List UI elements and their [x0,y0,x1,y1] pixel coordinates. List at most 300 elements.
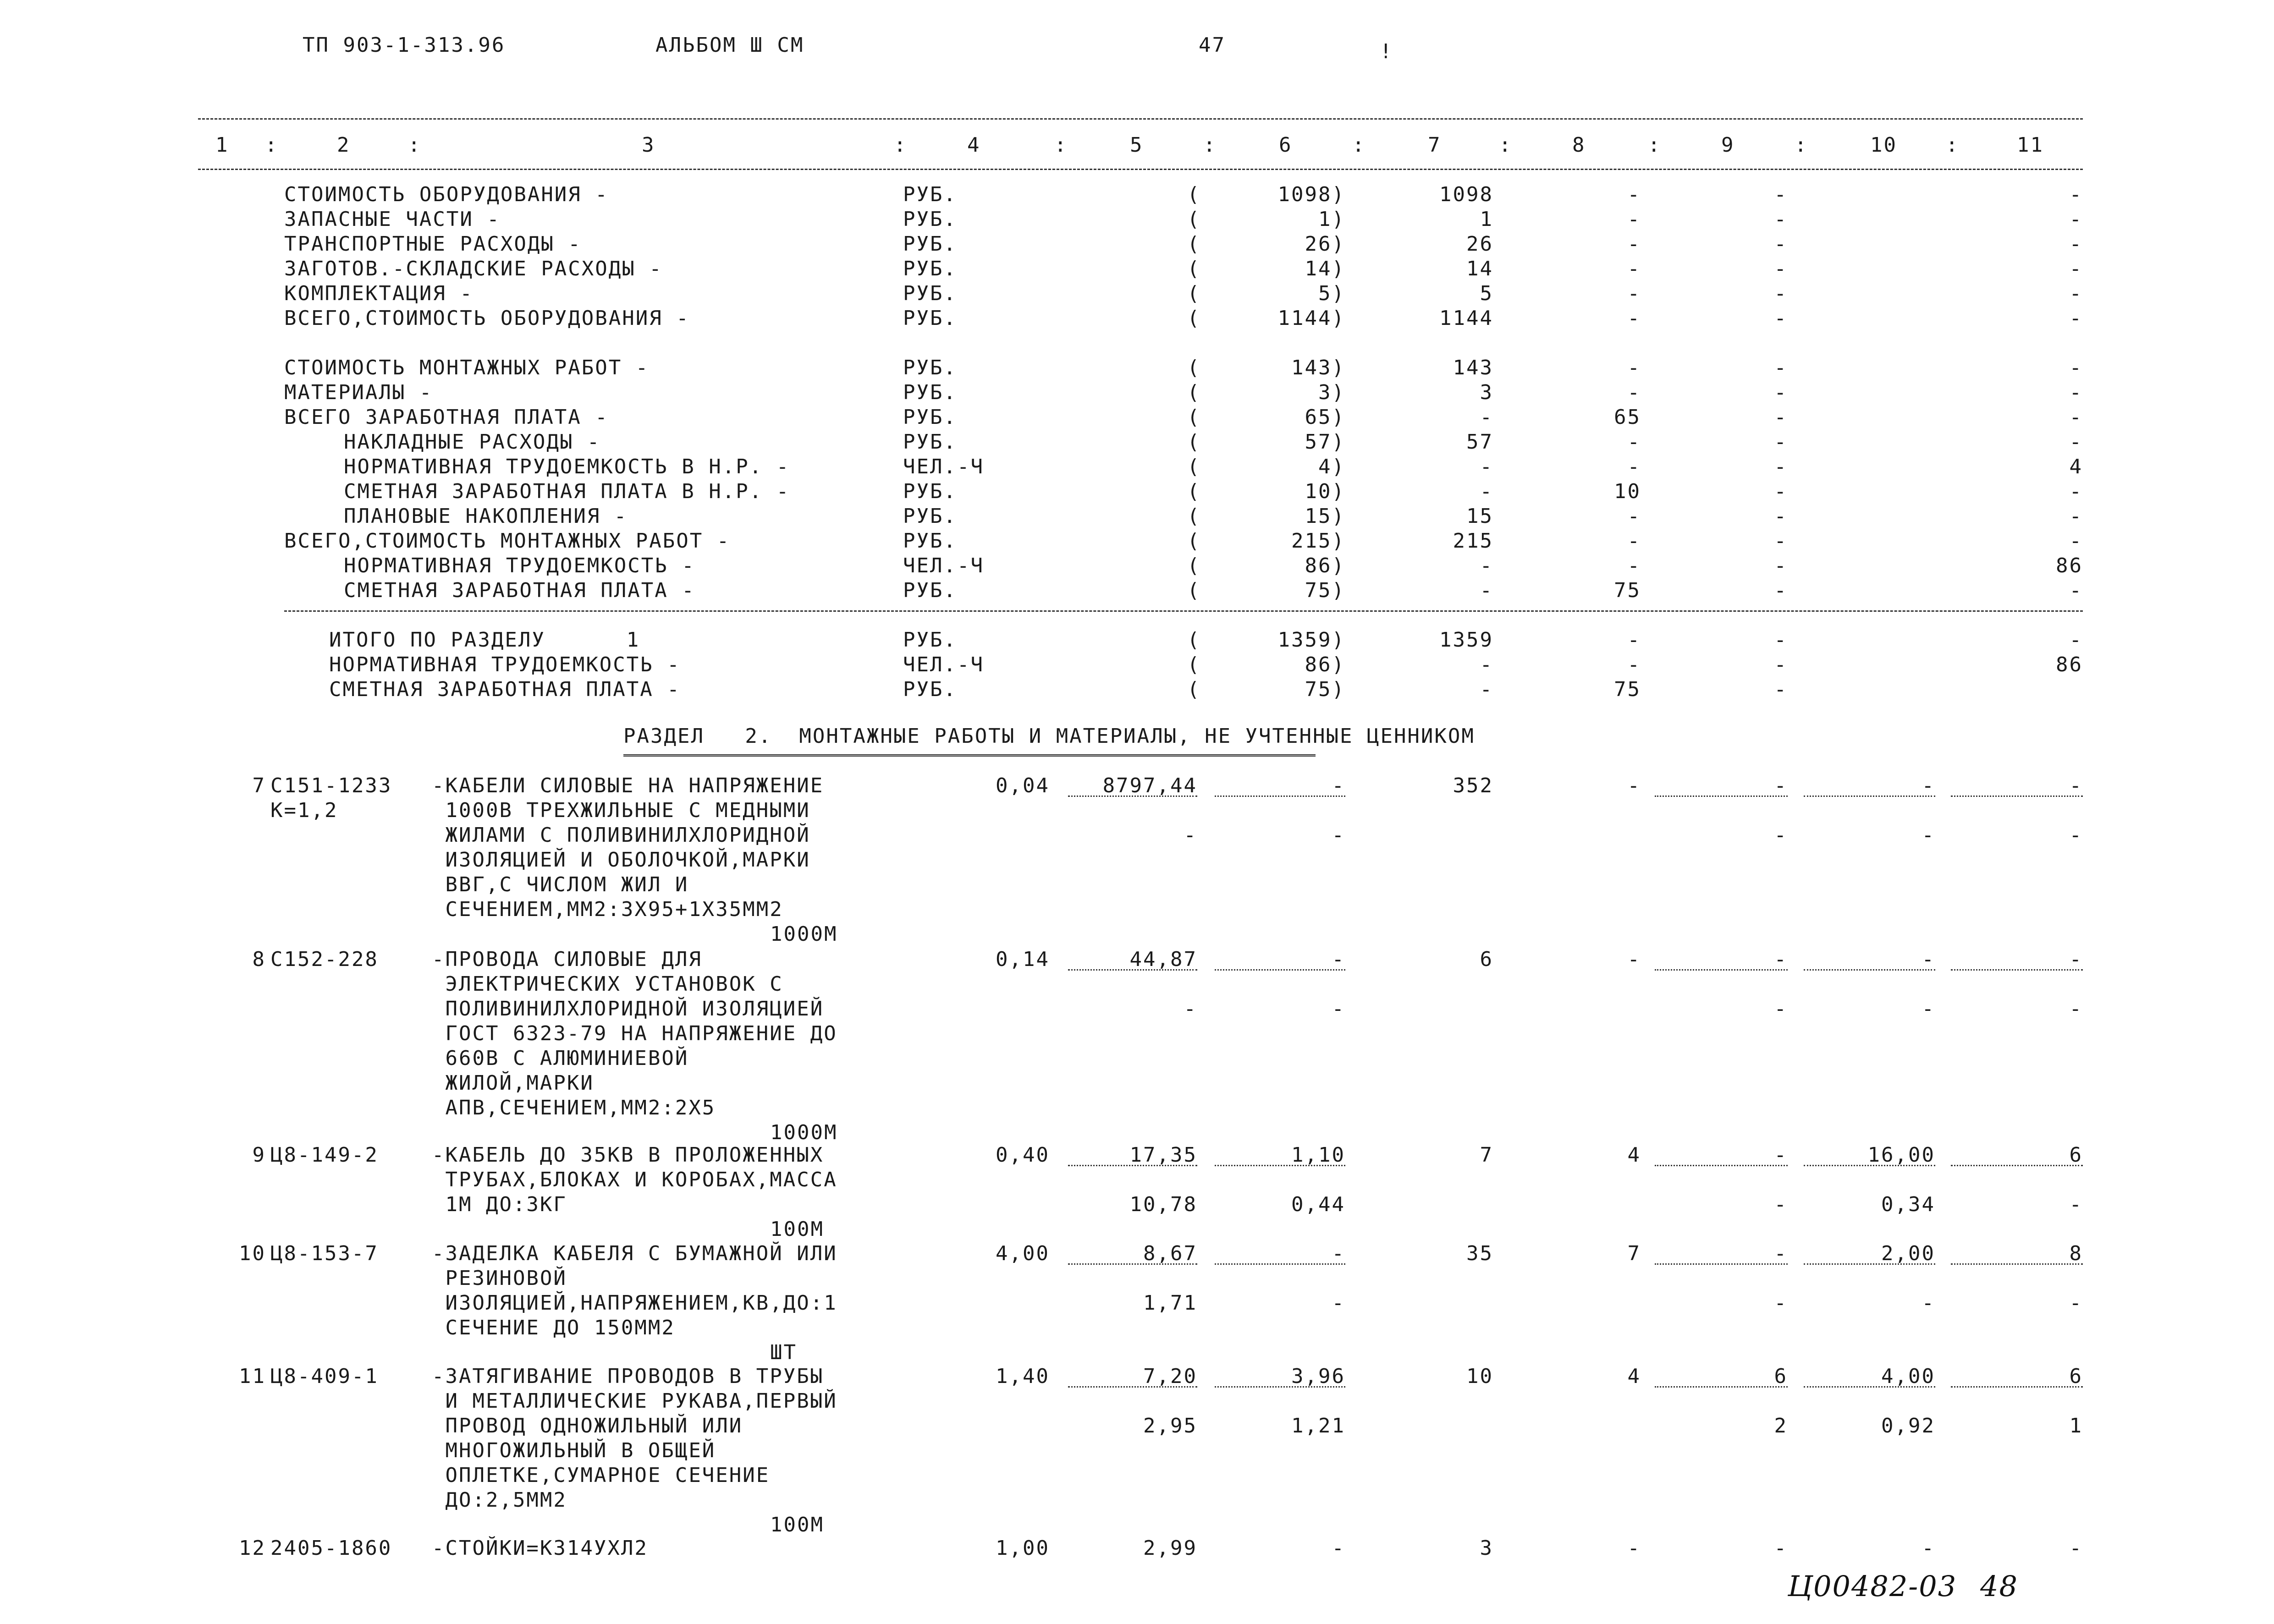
column-separator: : [265,133,279,157]
item-sub-col11: - [2069,1193,2083,1216]
item-code: 2405-1860 [270,1536,392,1560]
column-number: 5 [1130,133,1144,157]
item-code: Ц8-149-2 [270,1143,379,1167]
item-description-line: ДО:2,5ММ2 [432,1488,567,1512]
item-sub-col9: - [1774,823,1788,847]
item-c11: 6 [2069,1143,2083,1167]
item-rule-col11 [1951,1386,2083,1388]
item-description-line: ИЗОЛЯЦИЕЙ И ОБОЛОЧКОЙ,МАРКИ [432,848,810,872]
paren-open: ( [1187,653,1201,676]
item-description-line: ГОСТ 6323-79 НА НАПРЯЖЕНИЕ ДО [432,1022,837,1045]
summary-unit: РУБ. [903,381,957,404]
item-sub-col10: 0,34 [1881,1193,1935,1216]
item-c7: 352 [1453,774,1493,797]
summary-col11: - [2069,381,2083,404]
summary-unit: РУБ. [903,232,957,256]
rule-before-total [284,610,2083,612]
item-rule-col10 [1804,796,1935,797]
item-number: 12 [239,1536,266,1560]
item-rule-col11 [1951,969,2083,971]
summary-col8: - [1627,208,1641,231]
summary-col9: - [1774,307,1788,330]
summary-col7: - [1480,653,1493,676]
album-label: АЛЬБОМ Ш СМ [655,33,804,57]
item-rule-col10 [1804,1386,1935,1388]
summary-col11: 86 [2056,554,2083,577]
summary-value-paren: 57) [1305,430,1345,454]
item-c8: 4 [1627,1143,1641,1167]
item-rule-col6 [1215,969,1345,971]
summary-col11: - [2069,356,2083,379]
summary-unit: РУБ. [903,529,957,553]
summary-col7: 57 [1466,430,1493,454]
item-description-line: ЖИЛОЙ,МАРКИ [432,1071,594,1095]
summary-value-paren: 75) [1305,678,1345,701]
item-code: Ц8-153-7 [270,1242,379,1265]
item-sub-col5: 1,71 [1143,1291,1197,1315]
column-number: 2 [337,133,351,157]
item-rule-col6 [1215,1165,1345,1166]
summary-label: ВСЕГО ЗАРАБОТНАЯ ПЛАТА - [284,406,609,429]
summary-value-paren: 14) [1305,257,1345,280]
summary-col11: - [2069,307,2083,330]
item-c7: 7 [1480,1143,1493,1167]
item-sub-col11: 1 [2069,1414,2083,1437]
paren-open: ( [1187,356,1201,379]
item-c4: 1,40 [996,1365,1050,1388]
item-unit: 100М [770,1218,824,1241]
column-number: 4 [967,133,981,157]
summary-label: СМЕТНАЯ ЗАРАБОТНАЯ ПЛАТА В Н.Р. - [344,480,790,503]
summary-col11: - [2069,257,2083,280]
paren-open: ( [1187,381,1201,404]
summary-label: КОМПЛЕКТАЦИЯ - [284,282,474,305]
summary-col8: - [1627,356,1641,379]
item-description-line: ЭЛЕКТРИЧЕСКИХ УСТАНОВОК С [432,972,783,996]
item-number: 8 [252,948,266,971]
summary-value-paren: 86) [1305,653,1345,676]
item-c10: 2,00 [1881,1242,1935,1265]
summary-col7: 26 [1466,232,1493,256]
summary-unit: РУБ. [903,183,957,206]
summary-unit: РУБ. [903,307,957,330]
item-sub-col5: - [1184,823,1197,847]
item-rule-col5 [1068,1165,1197,1166]
item-description-line: МНОГОЖИЛЬНЫЙ В ОБЩЕЙ [432,1439,716,1462]
rule-top [198,118,2083,120]
item-rule-col6 [1215,1263,1345,1265]
summary-col8: - [1627,381,1641,404]
summary-label: НОРМАТИВНАЯ ТРУДОЕМКОСТЬ - [329,653,681,676]
summary-col8: - [1627,505,1641,528]
summary-col7: - [1480,554,1493,577]
column-separator: : [1648,133,1662,157]
summary-value-paren: 1098) [1277,183,1345,206]
item-sub-col9: - [1774,1193,1788,1216]
column-separator: : [1795,133,1808,157]
summary-label: МАТЕРИАЛЫ - [284,381,433,404]
item-number: 10 [239,1242,266,1265]
section-2-title: РАЗДЕЛ 2. МОНТАЖНЫЕ РАБОТЫ И МАТЕРИАЛЫ, НЕ УЧТЕННЫЕ ЦЕННИКОМ [623,724,1475,748]
item-sub-col5: 10,78 [1129,1193,1197,1216]
summary-col9: - [1774,183,1788,206]
item-c6: - [1332,774,1345,797]
summary-unit: РУБ. [903,480,957,503]
item-c11: 8 [2069,1242,2083,1265]
paren-open: ( [1187,307,1201,330]
summary-col8: 75 [1614,678,1641,701]
summary-col7: 143 [1453,356,1493,379]
summary-value-paren: 5) [1318,282,1345,305]
summary-col8: - [1627,307,1641,330]
item-description-line: ПОЛИВИНИЛХЛОРИДНОЙ ИЗОЛЯЦИЕЙ [432,997,824,1020]
summary-col9: - [1774,232,1788,256]
summary-col11: - [2069,282,2083,305]
paren-open: ( [1187,406,1201,429]
item-rule-col5 [1068,969,1197,971]
summary-col9: - [1774,653,1788,676]
summary-col9: - [1774,505,1788,528]
summary-col9: - [1774,678,1788,701]
paren-open: ( [1187,505,1201,528]
item-c5: 8797,44 [1102,774,1197,797]
item-c8: 4 [1627,1365,1641,1388]
item-c6: - [1332,1536,1345,1560]
item-c10: - [1922,774,1935,797]
item-description-line: СЕЧЕНИЕ ДО 150ММ2 [432,1316,675,1339]
column-separator: : [1054,133,1068,157]
item-number: 11 [239,1365,266,1388]
summary-value-paren: 65) [1305,406,1345,429]
handwritten-page: 48 [1980,1569,2018,1603]
summary-label: ЗАГОТОВ.-СКЛАДСКИЕ РАСХОДЫ - [284,257,663,280]
summary-col8: - [1627,554,1641,577]
item-description-line: ИЗОЛЯЦИЕЙ,НАПРЯЖЕНИЕМ,КВ,ДО:1 [432,1291,837,1315]
column-number: 1 [215,133,229,157]
item-description-line: И МЕТАЛЛИЧЕСКИЕ РУКАВА,ПЕРВЫЙ [432,1389,837,1413]
summary-label: СТОИМОСТЬ МОНТАЖНЫХ РАБОТ - [284,356,650,379]
paren-open: ( [1187,554,1201,577]
summary-col11: - [2069,628,2083,652]
summary-label: ТРАНСПОРТНЫЕ РАСХОДЫ - [284,232,582,256]
summary-col8: - [1627,455,1641,478]
item-rule-col5 [1068,1263,1197,1265]
item-rule-col9 [1655,796,1788,797]
item-description-line: 1М ДО:3КГ [432,1193,567,1216]
item-c7: 6 [1480,948,1493,971]
item-rule-col5 [1068,1386,1197,1388]
item-c10: 4,00 [1881,1365,1935,1388]
summary-col8: - [1627,653,1641,676]
paren-open: ( [1187,579,1201,602]
summary-col7: 15 [1466,505,1493,528]
item-c5: 7,20 [1143,1365,1197,1388]
paren-open: ( [1187,282,1201,305]
summary-unit: РУБ. [903,208,957,231]
summary-value-paren: 1) [1318,208,1345,231]
item-description-line: 1000В ТРЕХЖИЛЬНЫЕ С МЕДНЫМИ [432,799,810,822]
handwritten-code: Ц00482-03 [1788,1569,1957,1603]
document-code: ТП 903-1-313.96 [303,33,506,57]
column-number: 9 [1721,133,1735,157]
column-number: 7 [1428,133,1442,157]
item-c4: 0,14 [996,948,1050,971]
summary-col7: - [1480,406,1493,429]
item-sub-col10: - [1922,823,1935,847]
item-description-line: СЕЧЕНИЕМ,ММ2:3Х95+1Х35ММ2 [432,898,783,921]
summary-col7: - [1480,455,1493,478]
summary-value-paren: 15) [1305,505,1345,528]
summary-unit: РУБ. [903,406,957,429]
item-c9: - [1774,1536,1788,1560]
item-unit: ШТ [770,1341,797,1364]
summary-value-paren: 10) [1305,480,1345,503]
item-sub-col5: 2,95 [1143,1414,1197,1437]
column-number: 8 [1572,133,1586,157]
item-rule-col10 [1804,1165,1935,1166]
item-c8: - [1627,1536,1641,1560]
summary-value-paren: 86) [1305,554,1345,577]
column-separator: : [1203,133,1217,157]
section-2-title-underline [623,754,1316,757]
item-c5: 2,99 [1143,1536,1197,1560]
item-description-line: ПРОВОД ОДНОЖИЛЬНЫЙ ИЛИ [432,1414,743,1437]
column-separator: : [1499,133,1513,157]
paren-open: ( [1187,232,1201,256]
summary-col8: - [1627,282,1641,305]
item-description-line: РЕЗИНОВОЙ [432,1267,567,1290]
item-description-line: ОПЛЕТКЕ,СУМАРНОЕ СЕЧЕНИЕ [432,1464,770,1487]
summary-col9: - [1774,257,1788,280]
item-sub-col10: 0,92 [1881,1414,1935,1437]
summary-unit: ЧЕЛ.-Ч [903,653,984,676]
paren-open: ( [1187,430,1201,454]
summary-col8: - [1627,232,1641,256]
summary-col7: 1 [1480,208,1493,231]
summary-value-paren: 1359) [1277,628,1345,652]
item-sub-col11: - [2069,997,2083,1020]
summary-unit: РУБ. [903,505,957,528]
summary-unit: РУБ. [903,678,957,701]
item-coefficient: К=1,2 [270,799,338,822]
page-number: 47 [1199,33,1226,57]
item-rule-col9 [1655,1165,1788,1166]
item-description-line: АПВ,СЕЧЕНИЕМ,ММ2:2Х5 [432,1096,716,1119]
summary-col11: - [2069,406,2083,429]
item-number: 7 [252,774,266,797]
item-rule-col11 [1951,1263,2083,1265]
item-c5: 8,67 [1143,1242,1197,1265]
item-sub-col9: 2 [1774,1414,1788,1437]
item-c4: 0,04 [996,774,1050,797]
item-sub-col10: - [1922,997,1935,1020]
summary-col9: - [1774,406,1788,429]
item-sub-col6: - [1332,823,1345,847]
summary-col11: - [2069,183,2083,206]
item-description-line: -КАБЕЛИ СИЛОВЫЕ НА НАПРЯЖЕНИЕ [432,774,824,797]
item-c4: 4,00 [996,1242,1050,1265]
summary-label: НОРМАТИВНАЯ ТРУДОЕМКОСТЬ В Н.Р. - [344,455,790,478]
rule-under-header [198,169,2083,170]
summary-value-paren: 1144) [1277,307,1345,330]
summary-value-paren: 4) [1318,455,1345,478]
summary-label: ИТОГО ПО РАЗДЕЛУ 1 [329,628,640,652]
summary-col9: - [1774,208,1788,231]
summary-col11: - [2069,505,2083,528]
summary-unit: РУБ. [903,430,957,454]
item-c11: 6 [2069,1365,2083,1388]
item-c7: 3 [1480,1536,1493,1560]
item-sub-col9: - [1774,1291,1788,1315]
summary-col7: 3 [1480,381,1493,404]
item-sub-col10: - [1922,1291,1935,1315]
summary-col9: - [1774,480,1788,503]
item-rule-col6 [1215,796,1345,797]
item-c6: - [1332,948,1345,971]
item-rule-col9 [1655,969,1788,971]
item-c11: - [2069,948,2083,971]
summary-unit: РУБ. [903,628,957,652]
paren-open: ( [1187,183,1201,206]
item-c4: 0,40 [996,1143,1050,1167]
item-description-line: -КАБЕЛЬ ДО 35КВ В ПРОЛОЖЕННЫХ [432,1143,824,1167]
summary-unit: РУБ. [903,356,957,379]
item-c11: - [2069,774,2083,797]
summary-col9: - [1774,430,1788,454]
item-description-line: -ЗАДЕЛКА КАБЕЛЯ С БУМАЖНОЙ ИЛИ [432,1242,837,1265]
item-sub-col5: - [1184,997,1197,1020]
paren-open: ( [1187,480,1201,503]
item-unit: 1000М [770,1121,838,1144]
item-description-line: ТРУБАХ,БЛОКАХ И КОРОБАХ,МАССА [432,1168,837,1191]
item-rule-col11 [1951,796,2083,797]
summary-col11: 4 [2069,455,2083,478]
summary-label: СТОИМОСТЬ ОБОРУДОВАНИЯ - [284,183,609,206]
item-rule-col5 [1068,796,1197,797]
item-description-line: -ПРОВОДА СИЛОВЫЕ ДЛЯ [432,948,702,971]
summary-col7: 1098 [1439,183,1493,206]
paren-open: ( [1187,257,1201,280]
item-c9: - [1774,1143,1788,1167]
item-c8: - [1627,774,1641,797]
item-code: С151-1233 [270,774,392,797]
summary-label: ВСЕГО,СТОИМОСТЬ МОНТАЖНЫХ РАБОТ - [284,529,731,553]
summary-unit: ЧЕЛ.-Ч [903,554,984,577]
summary-label: ПЛАНОВЫЕ НАКОПЛЕНИЯ - [344,505,628,528]
summary-col11: - [2069,430,2083,454]
summary-label: СМЕТНАЯ ЗАРАБОТНАЯ ПЛАТА - [329,678,681,701]
summary-label: НАКЛАДНЫЕ РАСХОДЫ - [344,430,601,454]
column-separator: : [1352,133,1366,157]
column-number: 3 [642,133,655,157]
paren-open: ( [1187,529,1201,553]
column-number: 6 [1279,133,1293,157]
summary-col9: - [1774,554,1788,577]
summary-col11: 86 [2056,653,2083,676]
column-number: 11 [2017,133,2044,157]
item-rule-col6 [1215,1386,1345,1388]
item-c6: 3,96 [1291,1365,1345,1388]
summary-col8: 10 [1614,480,1641,503]
summary-col7: 1359 [1439,628,1493,652]
item-unit: 100М [770,1513,824,1536]
summary-col8: - [1627,183,1641,206]
summary-col9: - [1774,455,1788,478]
item-sub-col11: - [2069,1291,2083,1315]
summary-label: НОРМАТИВНАЯ ТРУДОЕМКОСТЬ - [344,554,695,577]
paren-open: ( [1187,208,1201,231]
item-rule-col9 [1655,1263,1788,1265]
summary-col7: 5 [1480,282,1493,305]
summary-value-paren: 26) [1305,232,1345,256]
item-c4: 1,00 [996,1536,1050,1560]
column-separator: : [408,133,422,157]
summary-col9: - [1774,282,1788,305]
item-rule-col10 [1804,1263,1935,1265]
item-description-line: 660В С АЛЮМИНИЕВОЙ [432,1047,689,1070]
summary-value-paren: 143) [1291,356,1345,379]
item-rule-col11 [1951,1165,2083,1166]
summary-label: СМЕТНАЯ ЗАРАБОТНАЯ ПЛАТА - [344,579,695,602]
item-c10: 16,00 [1867,1143,1935,1167]
summary-col11: - [2069,208,2083,231]
summary-label: ЗАПАСНЫЕ ЧАСТИ - [284,208,501,231]
item-number: 9 [252,1143,266,1167]
summary-unit: РУБ. [903,282,957,305]
summary-value-paren: 3) [1318,381,1345,404]
summary-col7: - [1480,480,1493,503]
column-separator: : [1946,133,1960,157]
summary-col8: - [1627,257,1641,280]
summary-col9: - [1774,628,1788,652]
item-c9: - [1774,774,1788,797]
item-sub-col6: 1,21 [1291,1414,1345,1437]
item-c9: - [1774,948,1788,971]
item-unit: 1000М [770,922,838,946]
summary-col8: - [1627,529,1641,553]
summary-col8: - [1627,628,1641,652]
summary-col11: - [2069,579,2083,602]
paren-open: ( [1187,455,1201,478]
header-mark: ! [1380,40,1393,63]
item-code: С152-228 [270,948,379,971]
item-sub-col6: 0,44 [1291,1193,1345,1216]
item-c5: 17,35 [1129,1143,1197,1167]
summary-col9: - [1774,579,1788,602]
summary-col7: 215 [1453,529,1493,553]
item-c7: 35 [1466,1242,1493,1265]
item-sub-col11: - [2069,823,2083,847]
summary-unit: РУБ. [903,579,957,602]
item-description-line: -ЗАТЯГИВАНИЕ ПРОВОДОВ В ТРУБЫ [432,1365,824,1388]
item-c11: - [2069,1536,2083,1560]
column-separator: : [894,133,908,157]
summary-col7: - [1480,579,1493,602]
summary-col7: - [1480,678,1493,701]
summary-col7: 1144 [1439,307,1493,330]
item-rule-col9 [1655,1386,1788,1388]
summary-col8: - [1627,430,1641,454]
item-code: Ц8-409-1 [270,1365,379,1388]
item-sub-col6: - [1332,1291,1345,1315]
column-number: 10 [1870,133,1897,157]
summary-col7: 14 [1466,257,1493,280]
item-c9: - [1774,1242,1788,1265]
item-c10: - [1922,1536,1935,1560]
item-description-line: ВВГ,С ЧИСЛОМ ЖИЛ И [432,873,689,896]
item-sub-col9: - [1774,997,1788,1020]
item-c6: 1,10 [1291,1143,1345,1167]
